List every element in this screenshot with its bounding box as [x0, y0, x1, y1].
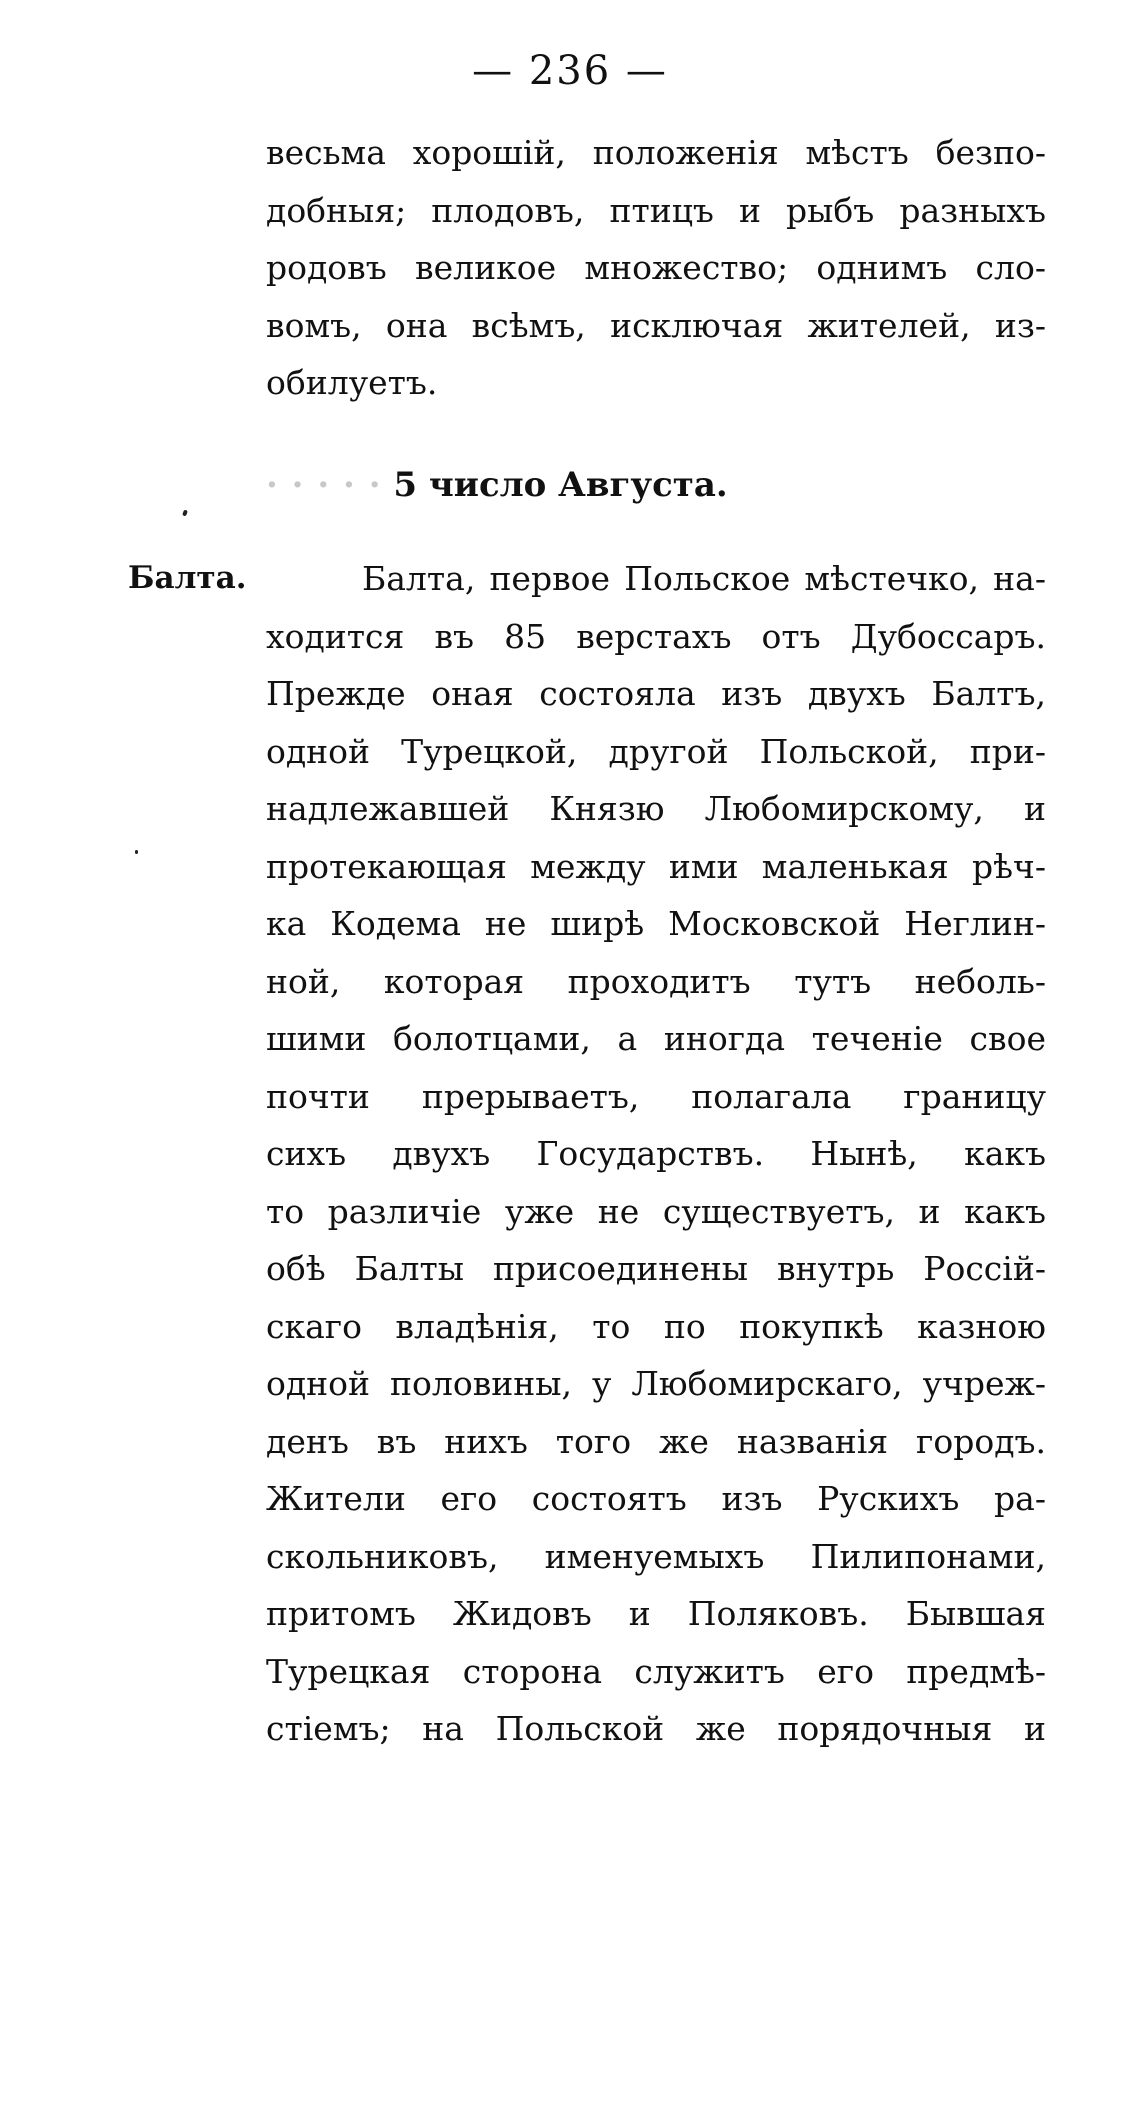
top-paragraph	[266, 124, 1046, 412]
text-line: родовъ великое множество; однимъ сло-	[266, 248, 1046, 287]
text-line: почти прерываетъ, полагала границу	[266, 1076, 1046, 1116]
text-line: скаго владѣнія, то по покупкѣ казною	[266, 1306, 1046, 1346]
text-line: Жители его состоятъ изъ Рускихъ ра-	[266, 1479, 1046, 1518]
text-line: Прежде оная состояла изъ двухъ Балтъ,	[266, 674, 1046, 713]
section-heading-text: 5 число Августа.	[393, 465, 728, 505]
margin-note: Балта.	[128, 560, 247, 596]
text-line: притомъ Жидовъ и Поляковъ. Бывшая	[266, 1594, 1046, 1633]
ink-speck	[182, 509, 188, 516]
text-line: скольниковъ, именуемыхъ Пилипонами,	[266, 1536, 1046, 1576]
page-number: — 236 —	[472, 48, 668, 94]
text-line: стіемъ; на Польской же порядочныя и	[266, 1709, 1046, 1748]
text-line: вомъ, она всѣмъ, исключая жителей, из-	[266, 305, 1046, 345]
ink-speck	[135, 850, 138, 854]
text-line: надлежавшей Князю Любомирскому, и	[266, 789, 1046, 828]
text-line: весьма хорошій, положенія мѣстъ безпо-	[266, 133, 1046, 172]
text-line: Турецкая сторона служитъ его предмѣ-	[266, 1651, 1046, 1691]
text-line: ной, которая проходитъ тутъ неболь-	[266, 961, 1046, 1001]
text-line: ка Кодема не ширѣ Московской Неглин-	[266, 904, 1046, 943]
text-line: денъ въ нихъ того же названія городъ.	[266, 1421, 1046, 1461]
text-line: шими болотцами, а иногда теченіе свое	[266, 1019, 1046, 1058]
text-line: сихъ двухъ Государствъ. Нынѣ, какъ	[266, 1134, 1046, 1173]
text-line: Балта, первое Польское мѣстечко, на-	[362, 559, 1046, 598]
main-paragraph	[266, 550, 1046, 1758]
text-line: протекающая между ими маленькая рѣч-	[266, 846, 1046, 886]
text-line: обѣ Балты присоединены внутрь Россій-	[266, 1249, 1046, 1288]
section-heading-faded: · · · · ·	[266, 465, 382, 505]
text-line: обилуетъ.	[266, 363, 438, 402]
text-line: одной Турецкой, другой Польской, при-	[266, 731, 1046, 771]
text-line: ходится въ 85 верстахъ отъ Дубоссаръ.	[266, 616, 1046, 656]
text-line: то различіе уже не существуетъ, и какъ	[266, 1191, 1046, 1231]
section-heading	[266, 455, 1046, 515]
text-line: добныя; плодовъ, птицъ и рыбъ разныхъ	[266, 190, 1046, 230]
text-line: одной половины, у Любомирскаго, учреж-	[266, 1364, 1046, 1403]
